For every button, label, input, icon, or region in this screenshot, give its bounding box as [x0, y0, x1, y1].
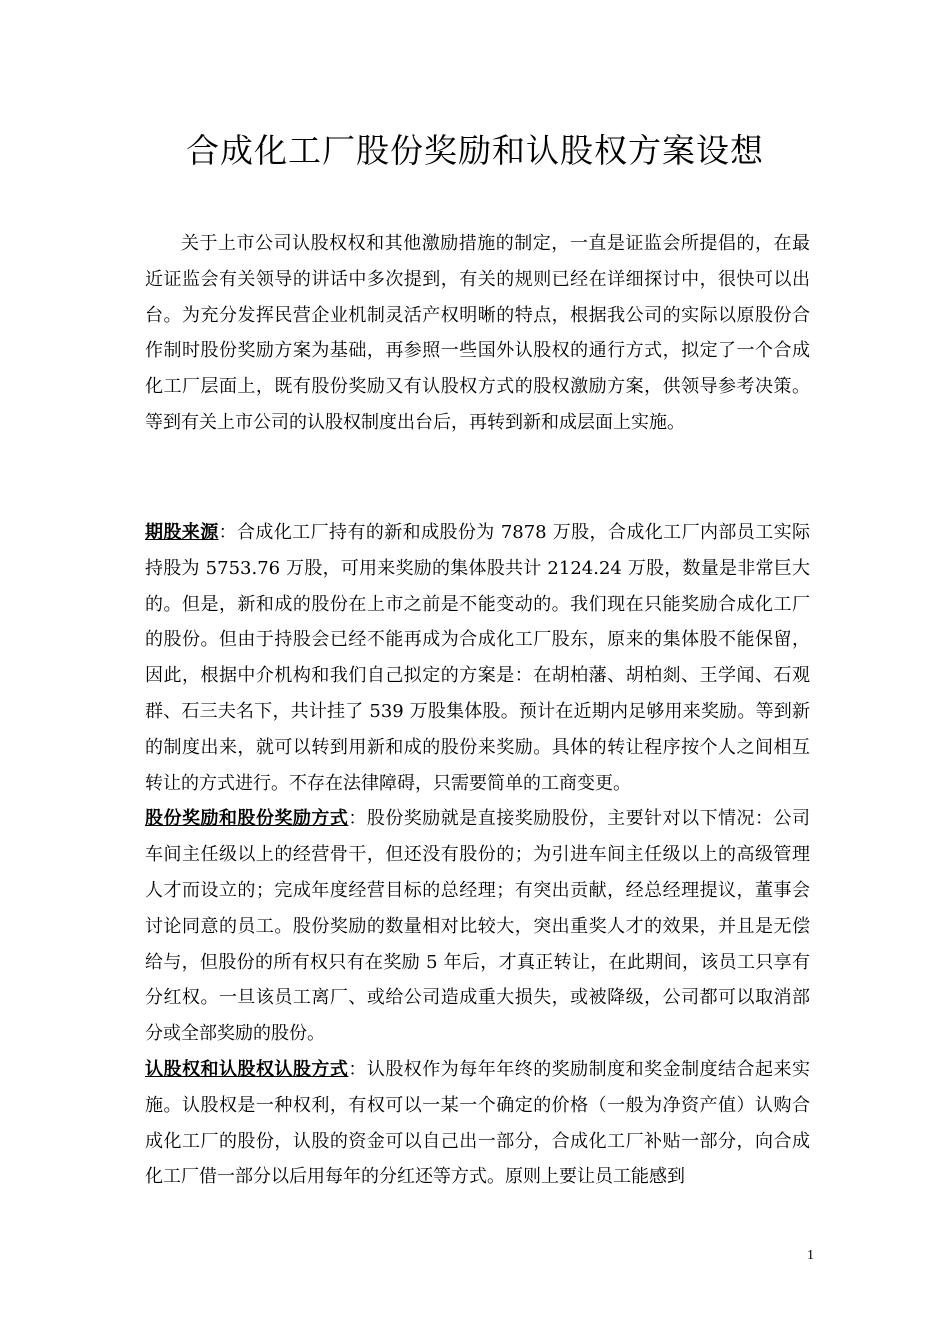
- page-number: 1: [807, 1248, 814, 1263]
- section-text: ：股份奖励就是直接奖励股份，主要针对以下情况：公司车间主任级以上的经营骨干，但还没有股份的；为引进车间主任级以上的高级管理人才而设立的；完成年度经营目标的总经理；有突出贡献，经总经理提议，董事会讨论同意的员工。股份奖励的数量相对比较大，突出重奖人才的效果，并且是无偿给与，但股份的所有权只有在奖励 5 年后，才真正转让，在此期间，该员工只享有分红权。一旦该员工离厂、或给公司造成重大损失，或被降级，公司都可以取消部分或全部奖励的股份。: [145, 808, 810, 1045]
- section-subscription-right: [145, 1052, 810, 1195]
- section-heading: 认股权和认股权认股方式: [145, 1058, 349, 1080]
- intro-paragraph: 关于上市公司认股权权和其他激励措施的制定，一直是证监会所提倡的，在最近证监会有关领导的讲话中多次提到，有关的规则已经在详细探讨中，很快可以出台。为充分发挥民营企业机制灵活产权明晰的特点，根据我公司的实际以原股份合作制时股份奖励方案为基础，再参照一些国外认股权的通行方式，拟定了一个合成化工厂层面上，既有股份奖励又有认股权方式的股权激励方案，供领导参考决策。等到有关上市公司的认股权制度出台后，再转到新和成层面上实施。: [145, 233, 810, 433]
- document-title: 合成化工厂股份奖励和认股权方案设想: [186, 131, 764, 170]
- section-share-reward: [145, 801, 810, 1052]
- section-heading: 期股来源: [145, 522, 219, 543]
- section-text: ：合成化工厂持有的新和成股份为 7878 万股，合成化工厂内部员工实际持股为 5753.76 万股，可用来奖励的集体股共计 2124.24 万股，数量是非常巨大的。但是，新和成的股份在上市之前是不能变动的。我们现在只能奖励合成化工厂的股份。但由于持股会已经不能再成为合成化工厂股东，原来的集体股不能保留，因此，根据中介机构和我们自己拟定的方案是：在胡柏藩、胡柏剡、王学闻、石观群、石三夫名下，共计挂了 539 万股集体股。预计在近期内足够用来奖励。等到新的制度出来，就可以转到用新和成的股份来奖励。具体的转让程序按个人之间相互转让的方式进行。不存在法律障碍，只需要简单的工商变更。: [145, 522, 811, 794]
- sections-block: [145, 515, 810, 1195]
- section-source: [145, 515, 810, 801]
- section-heading: 股份奖励和股份奖励方式: [145, 808, 349, 830]
- section-text: ：认股权作为每年年终的奖励制度和奖金制度结合起来实施。认股权是一种权利，有权可以一某一个确定的价格（一般为净资产值）认购合成化工厂的股份，认股的资金可以自己出一部分，合成化工厂补贴一部分，向合成化工厂借一部分以后用每年的分红还等方式。原则上要让员工能感到: [145, 1058, 810, 1188]
